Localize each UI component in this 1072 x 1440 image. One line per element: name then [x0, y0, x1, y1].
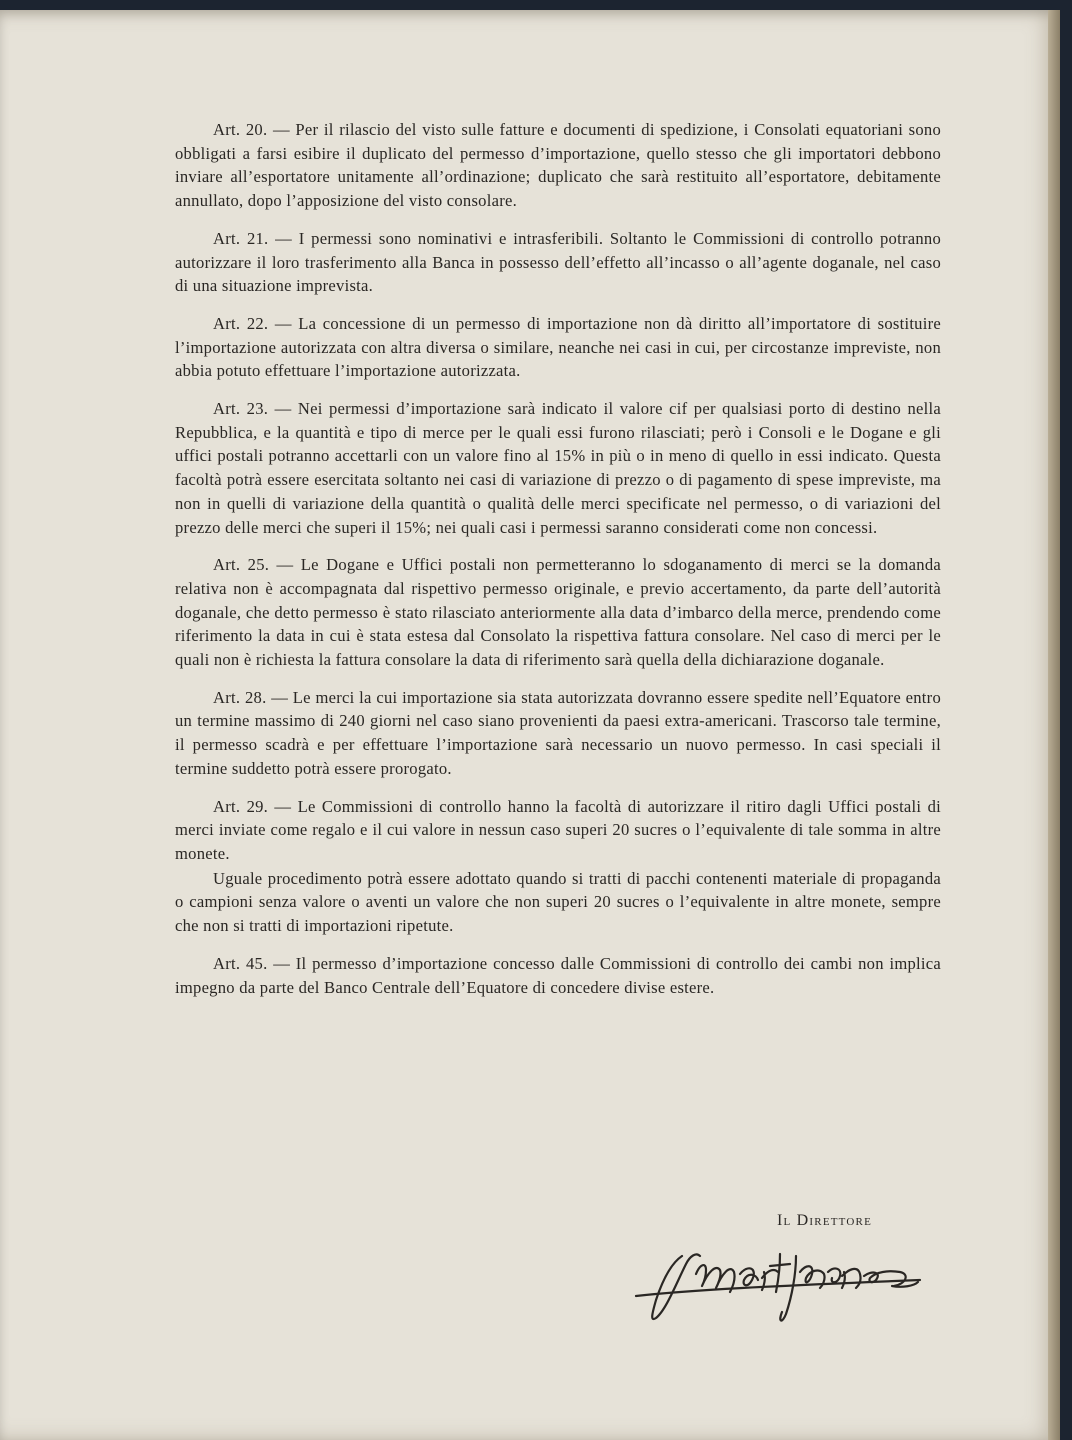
article-22 [175, 312, 941, 383]
article-number: Art. 21. [213, 228, 269, 248]
article-text: — Le Commissioni di controllo hanno la facoltà di autorizzare il ritiro dagli Uffici postali di merci inviate come regalo e il cui valore in nessun caso superi 20 sucres o l’equivalente di tale somma in altre monete. [175, 796, 941, 863]
article-number: Art. 45. [213, 953, 268, 973]
article-text: — La concessione di un permesso di importazione non dà diritto all’importatore di sostituire l’importazione autorizzata con altra diversa o similare, neanche nei casi in cui, per circostanze impreviste, non abbia potuto effettuare l’importazione autorizzata. [175, 313, 941, 381]
article-number: Art. 25. [213, 555, 270, 575]
article-23 [175, 397, 941, 539]
signature-block [620, 1210, 950, 1330]
article-21 [175, 227, 941, 298]
article-number: Art. 22. [213, 313, 269, 333]
article-20 [175, 118, 941, 213]
article-text: — Le Dogane e Uffici postali non permetteranno lo sdoganamento di merci se la domanda relativa non è accompagnata dal rispettivo permesso originale, e previo accertamento, da parte dell’autorità doganale, che detto permesso è stato rilasciato anteriormente alla data d’imbarco della merce, prendendo come riferimento la data in cui è stata estesa dal Consolato la rispettiva fattura consolare. Nel caso di merci per le quali non è richiesta la fattura consolare la data di riferimento sarà quella della dichiarazione doganale. [175, 555, 941, 670]
article-number: Art. 28. [213, 687, 267, 707]
signatory-title: Il Direttore [777, 1212, 872, 1229]
article-text: — I permessi sono nominativi e intrasferibili. Soltanto le Commissioni di controllo potranno autorizzare il loro trasferimento alla Banca in possesso dell’effetto all’incasso o all’agente doganale, nel caso di una situazione imprevista. [175, 228, 941, 296]
article-25 [175, 553, 941, 672]
article-text: — Nei permessi d’importazione sarà indicato il valore cif per qualsiasi porto di destino nella Repubblica, e la quantità e tipo di merce per le quali essi furono rilasciati; però i Consoli e le Dogane e gli uffici postali potranno accettarli con un valore fino al 15% in più o in meno di quello in essi indicato. Questa facoltà potrà essere esercitata soltanto nei casi di variazione di prezzo o di pagamento di spese impreviste, ma non in quelli di variazione della quantità o qualità delle merci specificate nel permesso, o di variazioni del prezzo delle merci che superi il 15%; nei quali casi i permessi saranno considerati come non concessi. [175, 399, 941, 537]
article-28 [175, 686, 941, 781]
article-list [175, 118, 941, 1013]
article-text: — Il permesso d’importazione concesso dalle Commissioni di controllo dei cambi non implica impegno da parte del Banco Centrale dell’Equatore di concedere divise estere. [175, 953, 941, 997]
handwritten-signature [630, 1234, 930, 1329]
document-page [0, 10, 1060, 1440]
article-45 [175, 952, 941, 999]
article-number: Art. 23. [213, 399, 269, 419]
article-29 [175, 795, 941, 866]
article-text: — Per il rilascio del visto sulle fatture e documenti di spedizione, i Consolati equatoriani sono obbligati a farsi esibire il duplicato del permesso d’importazione, quello stesso che gli importatori debbono inviare all’esportatore unitamente all’ordinazione; duplicato che sarà restituito all’esportatore, debitamente annullato, dopo l’apposizione del visto consolare. [175, 120, 941, 211]
article-number: Art. 20. [213, 120, 268, 139]
article-number: Art. 29. [213, 796, 269, 816]
signature-text: Martinone [777, 1327, 783, 1328]
page-edge-shadow [1048, 10, 1060, 1440]
article-text: Uguale procedimento potrà essere adottato quando si tratti di pacchi contenenti materiale di propaganda o campioni senza valore o aventi un valore che non superi 20 sucres o l’equivalente in altre monete, sempre che non si tratti di importazioni ripetute. [175, 868, 941, 936]
article-29-continuation [175, 867, 941, 938]
article-text: — Le merci la cui importazione sia stata autorizzata dovranno essere spedite nell’Equatore entro un termine massimo di 240 giorni nel caso siano provenienti da paesi extra-americani. Trascorso tale termine, il permesso scadrà e per effettuare l’importazione sarà necessario un nuovo permesso. In casi speciali il termine suddetto potrà essere prorogato. [175, 687, 941, 778]
